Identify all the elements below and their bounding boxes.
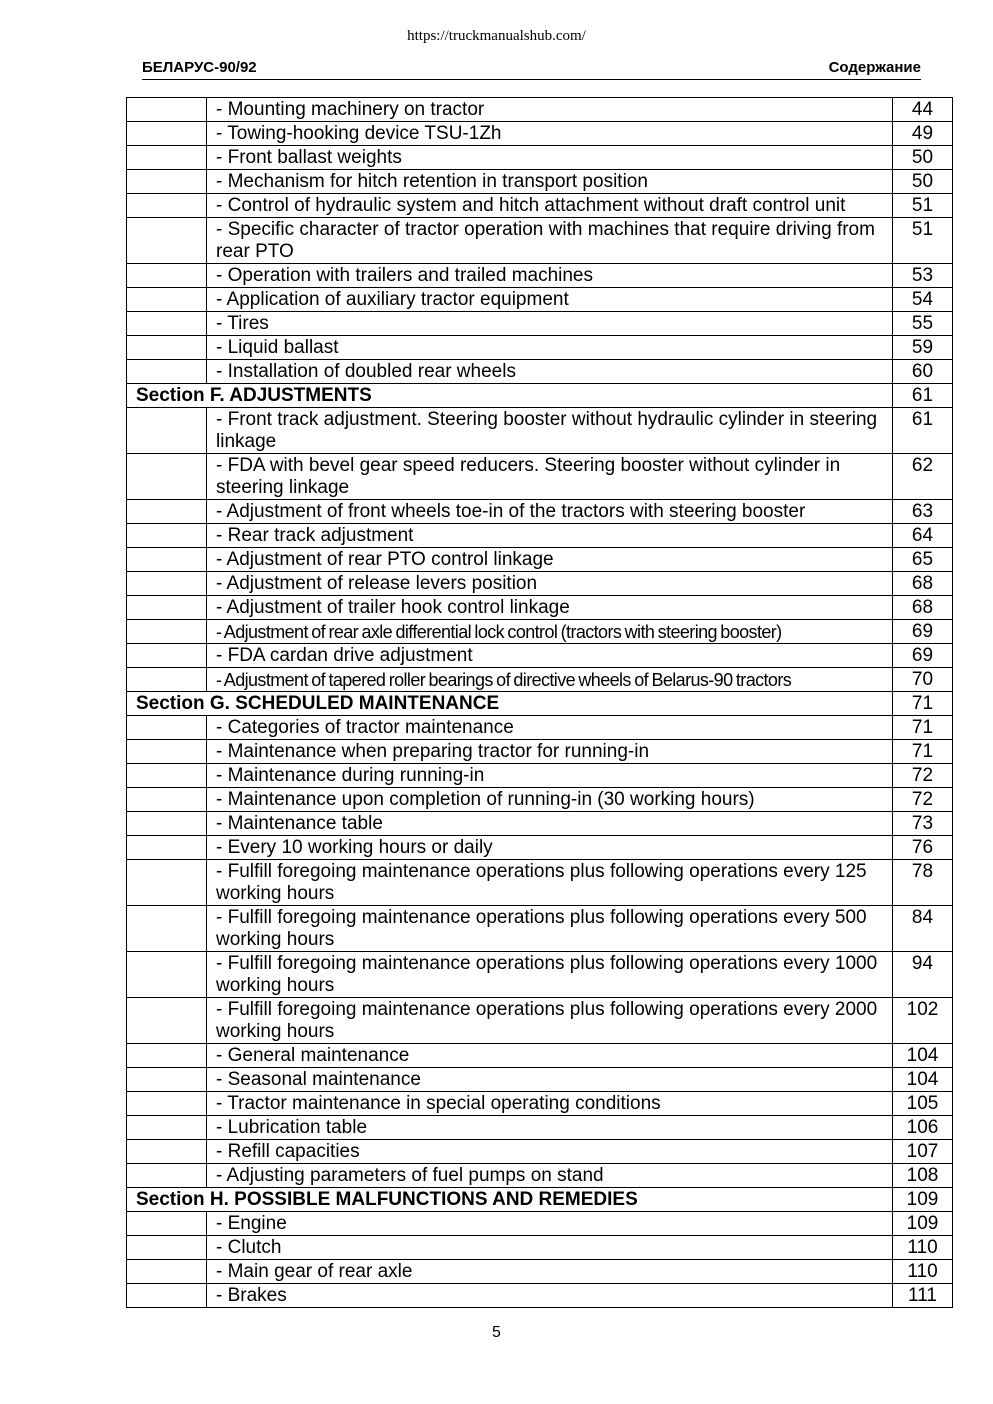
toc-page-number: 51 (893, 218, 953, 264)
toc-entry-title: - Adjustment of front wheels toe-in of the tractors with steering booster (207, 500, 893, 524)
running-header (142, 59, 921, 80)
toc-section-row (127, 1188, 953, 1212)
toc-row (127, 218, 953, 264)
toc-entry-title: - Main gear of rear axle (207, 1260, 893, 1284)
toc-entry-title: - Adjusting parameters of fuel pumps on stand (207, 1164, 893, 1188)
toc-entry-title: - Tires (207, 312, 893, 336)
toc-entry-title: - Refill capacities (207, 1140, 893, 1164)
toc-section-row (127, 384, 953, 408)
toc-entry-title: - Tractor maintenance in special operating conditions (207, 1092, 893, 1116)
toc-indent-cell (127, 740, 207, 764)
toc-indent-cell (127, 764, 207, 788)
toc-indent-cell (127, 360, 207, 384)
toc-page-number: 62 (893, 454, 953, 500)
toc-row (127, 408, 953, 454)
toc-indent-cell (127, 1164, 207, 1188)
toc-row (127, 1212, 953, 1236)
toc-row (127, 1044, 953, 1068)
toc-indent-cell (127, 812, 207, 836)
toc-page-number: 104 (893, 1068, 953, 1092)
toc-section-title: Section G. SCHEDULED MAINTENANCE (127, 692, 893, 716)
toc-page-number: 65 (893, 548, 953, 572)
toc-entry-title: - Categories of tractor maintenance (207, 716, 893, 740)
toc-page-number: 44 (893, 98, 953, 122)
toc-indent-cell (127, 548, 207, 572)
toc-entry-title: - Front track adjustment. Steering booster without hydraulic cylinder in steering linkage (207, 408, 893, 454)
toc-entry-title: - Operation with trailers and trailed machines (207, 264, 893, 288)
toc-indent-cell (127, 716, 207, 740)
toc-row (127, 312, 953, 336)
toc-indent-cell (127, 906, 207, 952)
toc-page-number: 72 (893, 788, 953, 812)
page-number: 5 (492, 1324, 501, 1341)
toc-indent-cell (127, 644, 207, 668)
toc-entry-title: - Adjustment of rear PTO control linkage (207, 548, 893, 572)
toc-entry-title: - Lubrication table (207, 1116, 893, 1140)
toc-indent-cell (127, 1116, 207, 1140)
toc-page-number: 71 (893, 716, 953, 740)
toc-page-number: 64 (893, 524, 953, 548)
toc-indent-cell (127, 1212, 207, 1236)
toc-page-number: 76 (893, 836, 953, 860)
toc-page-number: 71 (893, 692, 953, 716)
toc-page-number: 71 (893, 740, 953, 764)
toc-page-number: 69 (893, 620, 953, 644)
toc-body (127, 98, 953, 1308)
toc-entry-title: - Maintenance during running-in (207, 764, 893, 788)
table-of-contents (126, 97, 953, 1308)
toc-row (127, 764, 953, 788)
toc-page-number: 108 (893, 1164, 953, 1188)
toc-indent-cell (127, 788, 207, 812)
toc-entry-title: - Seasonal maintenance (207, 1068, 893, 1092)
toc-row (127, 170, 953, 194)
toc-indent-cell (127, 122, 207, 146)
toc-indent-cell (127, 336, 207, 360)
toc-page-number: 53 (893, 264, 953, 288)
toc-row (127, 1236, 953, 1260)
toc-row (127, 1140, 953, 1164)
toc-indent-cell (127, 1068, 207, 1092)
toc-row (127, 146, 953, 170)
toc-row (127, 1284, 953, 1308)
toc-row (127, 264, 953, 288)
toc-entry-title: - Liquid ballast (207, 336, 893, 360)
toc-page-number: 50 (893, 170, 953, 194)
toc-row (127, 1260, 953, 1284)
toc-row (127, 548, 953, 572)
toc-indent-cell (127, 1236, 207, 1260)
toc-page-number: 104 (893, 1044, 953, 1068)
toc-entry-title: - Brakes (207, 1284, 893, 1308)
toc-section-title: Section H. POSSIBLE MALFUNCTIONS AND REMEDIES (127, 1188, 893, 1212)
toc-row (127, 572, 953, 596)
toc-entry-title: - Every 10 working hours or daily (207, 836, 893, 860)
toc-entry-title: - Maintenance when preparing tractor for running-in (207, 740, 893, 764)
toc-row (127, 1068, 953, 1092)
section-name: Содержание (828, 59, 921, 76)
toc-entry-title: - FDA cardan drive adjustment (207, 644, 893, 668)
toc-indent-cell (127, 668, 207, 692)
toc-indent-cell (127, 264, 207, 288)
toc-page-number: 107 (893, 1140, 953, 1164)
toc-page-number: 106 (893, 1116, 953, 1140)
toc-indent-cell (127, 454, 207, 500)
document-title: БЕЛАРУС-90/92 (142, 59, 257, 76)
source-url[interactable]: https://truckmanualshub.com/ (407, 28, 586, 44)
toc-entry-title: - Adjustment of release levers position (207, 572, 893, 596)
toc-indent-cell (127, 860, 207, 906)
toc-indent-cell (127, 98, 207, 122)
toc-section-title: Section F. ADJUSTMENTS (127, 384, 893, 408)
toc-entry-title: - Fulfill foregoing maintenance operations plus following operations every 1000 working hours (207, 952, 893, 998)
toc-entry-title: - Mechanism for hitch retention in transport position (207, 170, 893, 194)
toc-page-number: 105 (893, 1092, 953, 1116)
toc-row (127, 836, 953, 860)
toc-page-number: 72 (893, 764, 953, 788)
toc-page-number: 68 (893, 596, 953, 620)
toc-indent-cell (127, 836, 207, 860)
toc-entry-title: - Towing-hooking device TSU-1Zh (207, 122, 893, 146)
toc-page-number: 49 (893, 122, 953, 146)
toc-indent-cell (127, 408, 207, 454)
toc-page-number: 109 (893, 1212, 953, 1236)
toc-page-number: 51 (893, 194, 953, 218)
toc-indent-cell (127, 596, 207, 620)
toc-page-number: 94 (893, 952, 953, 998)
toc-row (127, 644, 953, 668)
toc-indent-cell (127, 500, 207, 524)
toc-page-number: 110 (893, 1260, 953, 1284)
toc-entry-title: - Adjustment of rear axle differential lock control (tractors with steering booster) (207, 620, 893, 644)
toc-row (127, 596, 953, 620)
toc-page-number: 55 (893, 312, 953, 336)
toc-entry-title: - Fulfill foregoing maintenance operations plus following operations every 125 working hours (207, 860, 893, 906)
toc-indent-cell (127, 312, 207, 336)
toc-row (127, 524, 953, 548)
toc-indent-cell (127, 146, 207, 170)
toc-entry-title: - Fulfill foregoing maintenance operations plus following operations every 500 working hours (207, 906, 893, 952)
toc-page-number: 102 (893, 998, 953, 1044)
toc-indent-cell (127, 1044, 207, 1068)
toc-indent-cell (127, 194, 207, 218)
toc-row (127, 1164, 953, 1188)
toc-entry-title: - Specific character of tractor operation with machines that require driving from rear PTO (207, 218, 893, 264)
toc-row (127, 812, 953, 836)
toc-row (127, 360, 953, 384)
toc-indent-cell (127, 1140, 207, 1164)
toc-row (127, 860, 953, 906)
toc-row (127, 500, 953, 524)
toc-page-number: 70 (893, 668, 953, 692)
toc-indent-cell (127, 524, 207, 548)
toc-row (127, 906, 953, 952)
toc-indent-cell (127, 218, 207, 264)
toc-row (127, 620, 953, 644)
toc-row (127, 998, 953, 1044)
toc-row (127, 788, 953, 812)
toc-entry-title: - Rear track adjustment (207, 524, 893, 548)
toc-entry-title: - Installation of doubled rear wheels (207, 360, 893, 384)
toc-page-number: 109 (893, 1188, 953, 1212)
toc-row (127, 952, 953, 998)
toc-page-number: 61 (893, 408, 953, 454)
toc-row (127, 740, 953, 764)
toc-row (127, 454, 953, 500)
toc-entry-title: - Adjustment of tapered roller bearings of directive wheels of Belarus-90 tractors (207, 668, 893, 692)
toc-indent-cell (127, 1092, 207, 1116)
toc-row (127, 194, 953, 218)
toc-entry-title: - Application of auxiliary tractor equipment (207, 288, 893, 312)
toc-entry-title: - FDA with bevel gear speed reducers. Steering booster without cylinder in steering linkage (207, 454, 893, 500)
toc-entry-title: - Front ballast weights (207, 146, 893, 170)
toc-section-row (127, 692, 953, 716)
toc-entry-title: - Mounting machinery on tractor (207, 98, 893, 122)
toc-page-number: 50 (893, 146, 953, 170)
toc-row (127, 1116, 953, 1140)
toc-indent-cell (127, 288, 207, 312)
toc-row (127, 98, 953, 122)
toc-page-number: 69 (893, 644, 953, 668)
toc-row (127, 336, 953, 360)
toc-indent-cell (127, 998, 207, 1044)
toc-entry-title: - Control of hydraulic system and hitch attachment without draft control unit (207, 194, 893, 218)
toc-indent-cell (127, 170, 207, 194)
toc-indent-cell (127, 1260, 207, 1284)
toc-indent-cell (127, 572, 207, 596)
toc-entry-title: - General maintenance (207, 1044, 893, 1068)
toc-page-number: 59 (893, 336, 953, 360)
toc-page-number: 68 (893, 572, 953, 596)
toc-page-number: 54 (893, 288, 953, 312)
toc-entry-title: - Adjustment of trailer hook control linkage (207, 596, 893, 620)
toc-row (127, 716, 953, 740)
toc-indent-cell (127, 620, 207, 644)
toc-page-number: 61 (893, 384, 953, 408)
toc-page-number: 110 (893, 1236, 953, 1260)
toc-entry-title: - Maintenance table (207, 812, 893, 836)
toc-page-number: 73 (893, 812, 953, 836)
toc-entry-title: - Maintenance upon completion of running-in (30 working hours) (207, 788, 893, 812)
toc-row (127, 668, 953, 692)
toc-entry-title: - Fulfill foregoing maintenance operations plus following operations every 2000 working hours (207, 998, 893, 1044)
toc-page-number: 60 (893, 360, 953, 384)
toc-row (127, 288, 953, 312)
toc-entry-title: - Engine (207, 1212, 893, 1236)
toc-row (127, 1092, 953, 1116)
toc-page-number: 63 (893, 500, 953, 524)
toc-page-number: 78 (893, 860, 953, 906)
toc-page-number: 111 (893, 1284, 953, 1308)
toc-indent-cell (127, 1284, 207, 1308)
toc-page-number: 84 (893, 906, 953, 952)
toc-row (127, 122, 953, 146)
toc-entry-title: - Clutch (207, 1236, 893, 1260)
toc-indent-cell (127, 952, 207, 998)
